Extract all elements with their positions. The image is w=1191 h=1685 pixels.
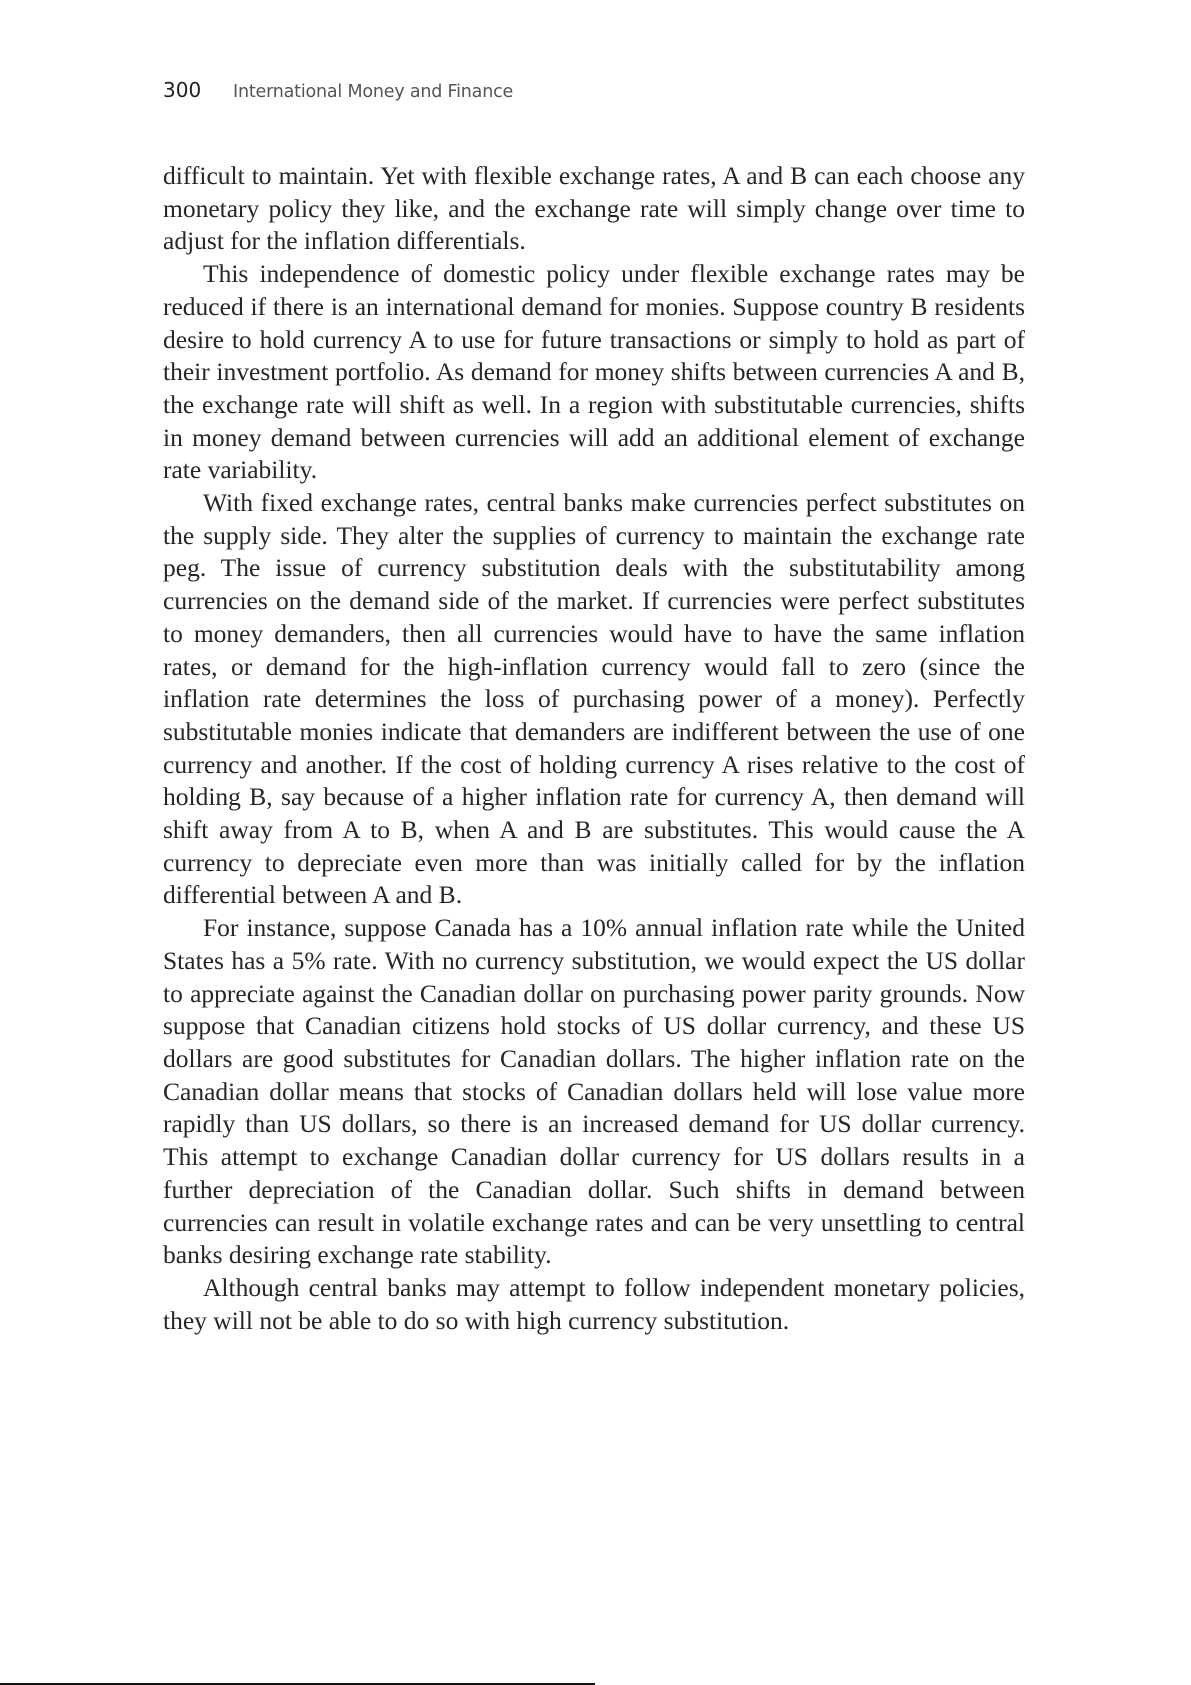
body-text bbox=[163, 160, 1025, 1337]
paragraph: Although central banks may attempt to follow independent monetary policies, they will not be able to do so with high currency substitution. bbox=[163, 1272, 1025, 1335]
page-number: 300 bbox=[163, 78, 202, 102]
running-head bbox=[163, 78, 513, 102]
paragraph: For instance, suppose Canada has a 10% annual inflation rate while the United States has a 5% rate. With no currency substitution, we would expect the US dollar to appreciate against the Canadian dollar on purchasing power parity grounds. Now suppose that Canadian citizens hold stocks of US dollar currency, and these US dollars are good substitutes for Canadian dollars. The higher inflation rate on the Canadian dollar means that stocks of Canadian dollars held will lose value more rapidly than US dollars, so there is an increased demand for US dollar currency. This attempt to exchange Canadian dollar currency for US dollars results in a further depreciation of the Canadian dollar. Such shifts in demand between currencies can result in volatile exchange rates and can be very unsettling to central banks desiring exchange rate stability. bbox=[163, 913, 1025, 1270]
paragraph-continued: difficult to maintain. Yet with flexible exchange rates, A and B can each choose any monetary policy they like, and the exchange rate will simply change over time to adjust for the inflation differentials. bbox=[163, 161, 1025, 256]
paragraph: This independence of domestic policy under flexible exchange rates may be reduced if there is an international demand for monies. Suppose country B residents desire to hold currency A to use for future transactions or simply to hold as part of their investment portfolio. As demand for money shifts between currencies A and B, the exchange rate will shift as well. In a region with substitutable currencies, shifts in money demand between currencies will add an additional element of exchange rate variability. bbox=[163, 259, 1025, 485]
paragraph: With fixed exchange rates, central banks make currencies perfect substitutes on the supply side. They alter the supplies of currency to maintain the exchange rate peg. The issue of currency substitution deals with the substitutability among currencies on the demand side of the market. If currencies were perfect substitutes to money demanders, then all currencies would have to have the same inflation rates, or demand for the high-inflation currency would fall to zero (since the inflation rate determines the loss of purchasing power of a money). Perfectly substitutable monies indicate that demanders are indifferent between the use of one currency and another. If the cost of holding currency A rises relative to the cost of holding B, say because of a higher inflation rate for currency A, then demand will shift away from A to B, when A and B are substitutes. This would cause the A currency to depreciate even more than was initially called for by the inflation differential between A and B. bbox=[163, 488, 1025, 910]
book-title: International Money and Finance bbox=[233, 82, 514, 102]
